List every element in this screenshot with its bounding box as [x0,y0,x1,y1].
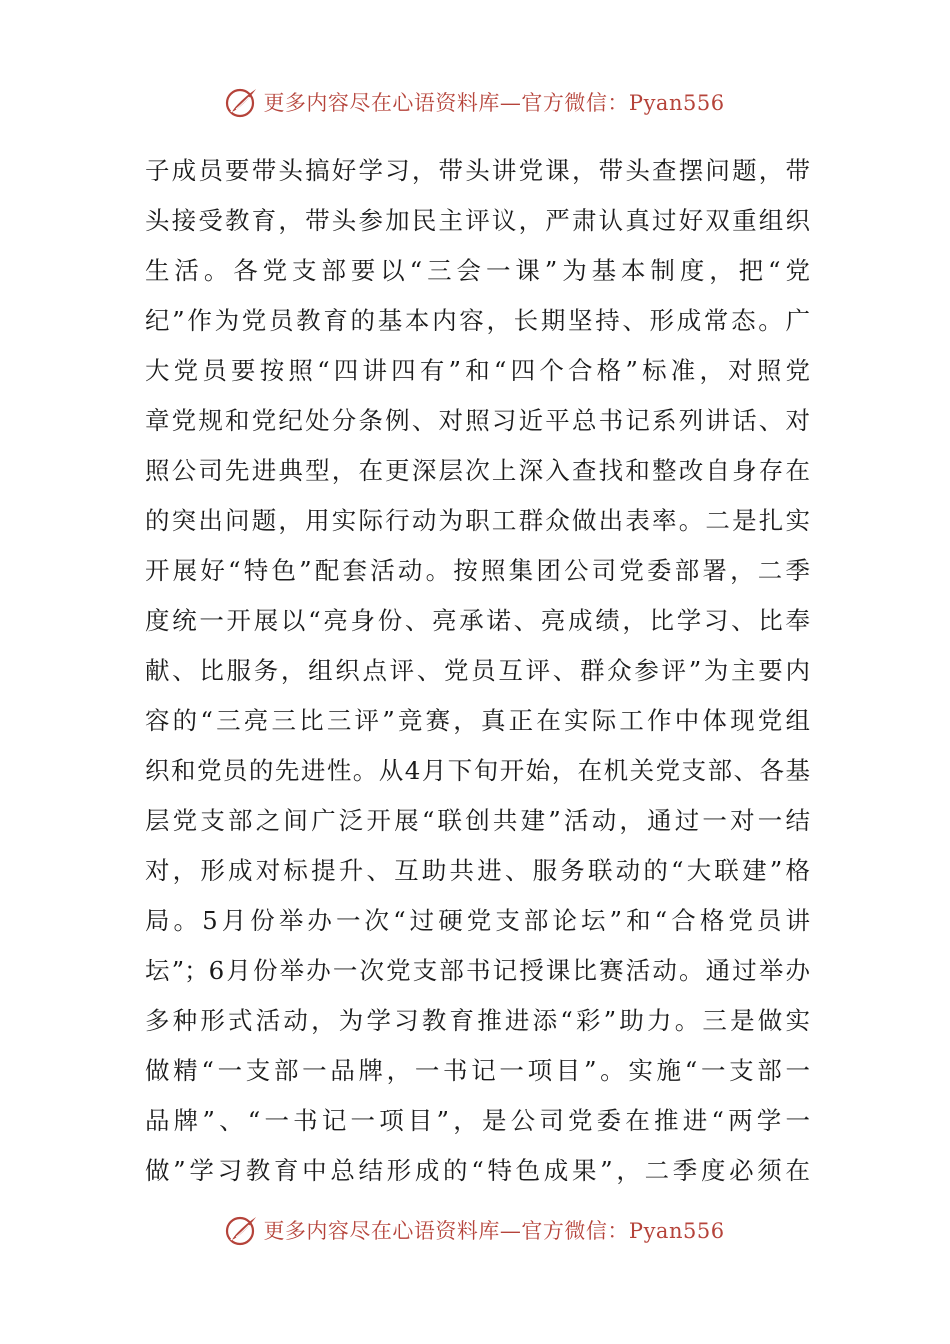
text-line: 多种形式活动，为学习教育推进添“彩”助力。三是做实 [145,1006,810,1035]
text-line: 品牌”、“一书记一项目”，是公司党委在推进“两学一 [145,1106,810,1135]
text-line: 坛”；6月份举办一次党支部书记授课比赛活动。通过举办 [145,956,810,985]
text-line: 头接受教育，带头参加民主评议，严肃认真过好双重组织 [145,206,810,235]
text-line: 容的“三亮三比三评”竞赛，真正在实际工作中体现党组 [145,706,810,735]
text-line: 对，形成对标提升、互助共进、服务联动的“大联建”格 [145,856,810,885]
text-line: 做精“一支部一品牌，一书记一项目”。实施“一支部一 [145,1056,810,1085]
quill-pen-logo-icon [225,1213,259,1247]
text-line: 的突出问题，用实际行动为职工群众做出表率。二是扎实 [145,506,810,535]
text-line: 局。5月份举办一次“过硬党支部论坛”和“合格党员讲 [145,906,810,935]
quill-pen-logo-icon [225,85,259,119]
text-line: 子成员要带头搞好学习，带头讲党课，带头查摆问题，带 [145,156,810,185]
header-text: 更多内容尽在心语资料库—官方微信：Pyan556 [263,91,725,115]
text-line: 照公司先进典型，在更深层次上深入查找和整改自身存在 [145,456,810,485]
header-banner [0,82,950,122]
text-line: 献、比服务，组织点评、党员互评、群众参评”为主要内 [145,656,810,685]
text-line: 开展好“特色”配套活动。按照集团公司党委部署，二季 [145,556,810,585]
text-line: 生活。各党支部要以“三会一课”为基本制度，把“党 [145,256,810,285]
document-body [145,146,810,1196]
text-line: 度统一开展以“亮身份、亮承诺、亮成绩，比学习、比奉 [145,606,810,635]
text-line: 织和党员的先进性。从4月下旬开始，在机关党支部、各基 [145,756,810,785]
text-line: 层党支部之间广泛开展“联创共建”活动，通过一对一结 [145,806,810,835]
text-line: 纪”作为党员教育的基本内容，长期坚持、形成常态。广 [145,306,810,335]
text-line: 大党员要按照“四讲四有”和“四个合格”标准，对照党 [145,356,810,385]
footer-banner [0,1210,950,1250]
text-line: 做”学习教育中总结形成的“特色成果”，二季度必须在 [145,1156,810,1185]
text-line: 章党规和党纪处分条例、对照习近平总书记系列讲话、对 [145,406,810,435]
footer-text: 更多内容尽在心语资料库—官方微信：Pyan556 [263,1219,725,1243]
